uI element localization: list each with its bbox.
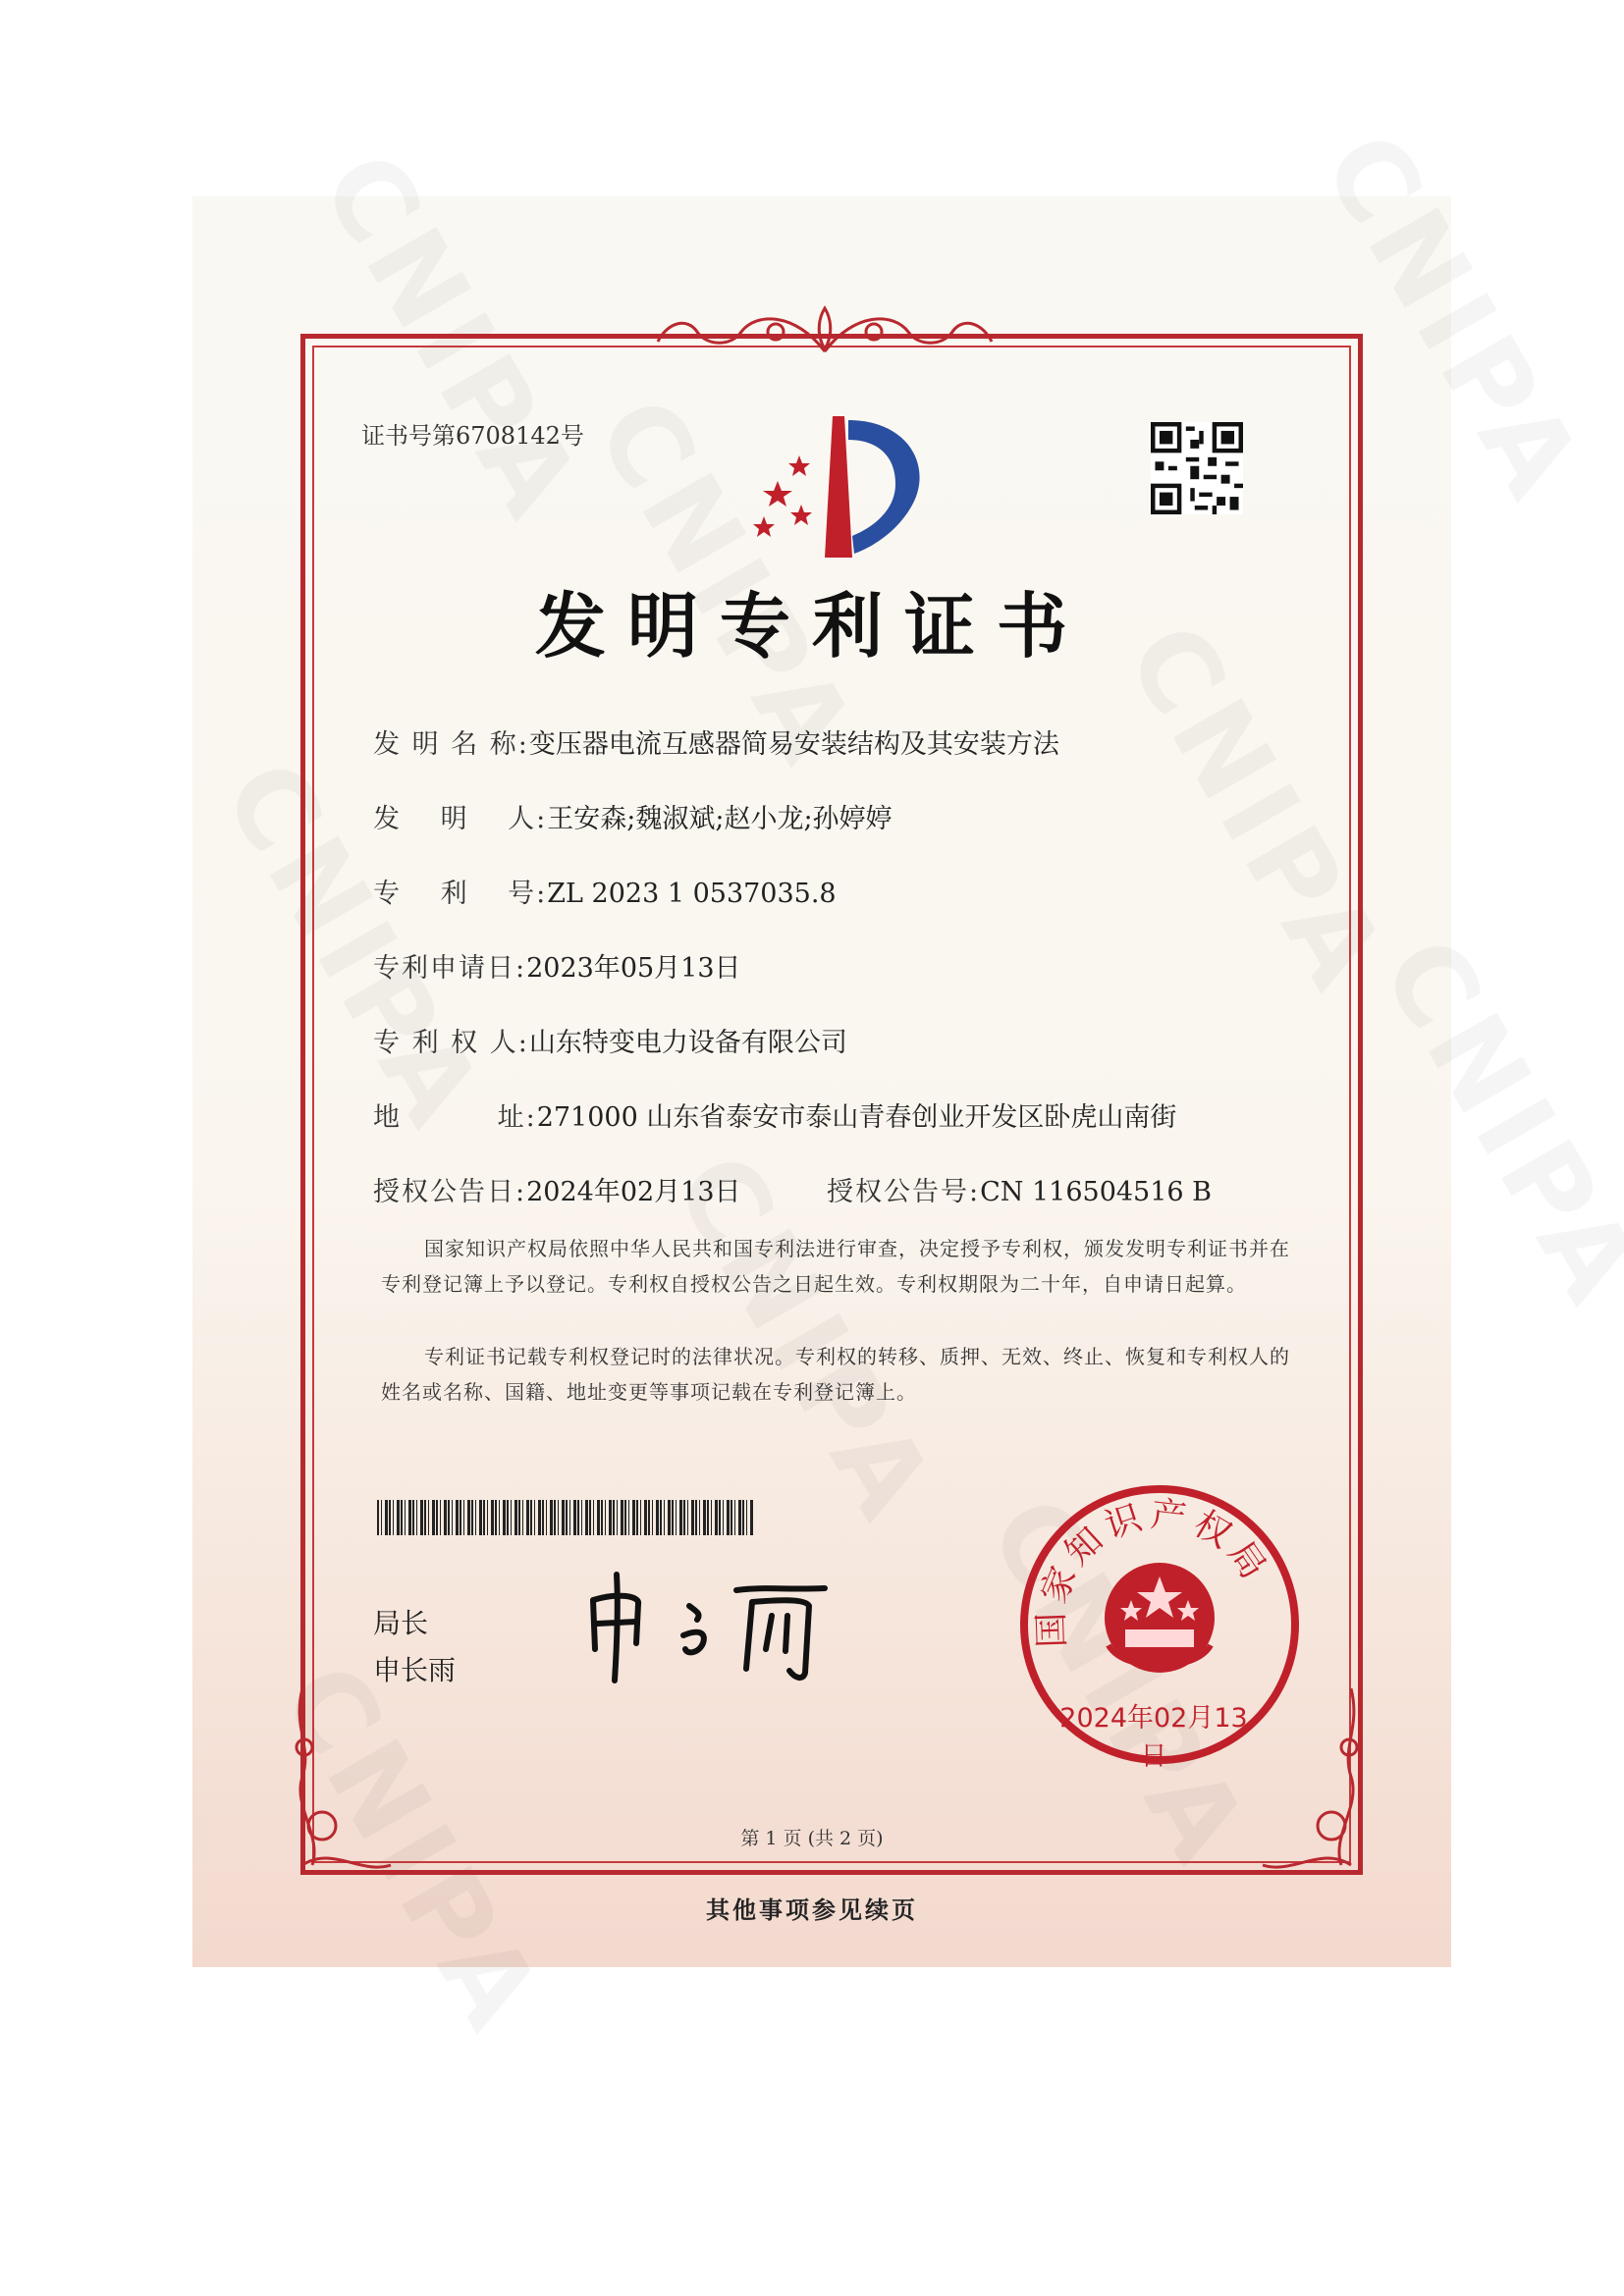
field-patentee [373, 1021, 847, 1059]
director-name: 申长雨 [373, 1654, 457, 1686]
legal-paragraph-2: 专利证书记载专利权登记时的法律状况。专利权的转移、质押、无效、终止、恢复和专利权人的姓名或名称、国籍、地址变更等事项记载在专利登记簿上。 [381, 1345, 1290, 1404]
legal-paragraph-1: 国家知识产权局依照中华人民共和国专利法进行审查，决定授予专利权，颁发发明专利证书并在专利登记簿上予以登记。专利权自授权公告之日起生效。专利权期限为二十年，自申请日起算。 [381, 1237, 1290, 1296]
corner-ornament-left [283, 1688, 401, 1885]
field-label: 发 明 人: [373, 804, 548, 834]
field-application-date [373, 946, 741, 985]
field-label: 授权公告日: [373, 1177, 527, 1207]
field-value: 271000 山东省泰安市泰山青春创业开发区卧虎山南街 [536, 1102, 1177, 1133]
field-value: 2023年05月13日 [526, 953, 741, 984]
director-title: 局长 [373, 1607, 429, 1639]
field-value: ZL 2023 1 0537035.8 [547, 879, 837, 909]
field-label: 地 址: [373, 1102, 537, 1133]
certificate-title: 发明专利证书 [534, 585, 1089, 667]
field-value: 山东特变电力设备有限公司 [528, 1028, 847, 1058]
seal-text: 国家知识产权局 [1031, 1494, 1277, 1649]
field-value: 王安森;魏淑斌;赵小龙;孙婷婷 [547, 804, 893, 834]
field-invention-name [373, 722, 1059, 761]
barcode [377, 1500, 754, 1535]
field-label: 专利申请日: [373, 953, 527, 984]
top-ornament [648, 302, 1001, 363]
field-value: 变压器电流互感器简易安装结构及其安装方法 [528, 729, 1059, 760]
field-label: 发 明 名 称: [373, 729, 529, 760]
field-label: 授权公告号: [827, 1177, 981, 1207]
field-value: CN 116504516 B [980, 1177, 1213, 1207]
field-value: 2024年02月13日 [526, 1177, 741, 1207]
watermark [1358, 918, 1624, 1329]
seal-date: 2024年02月13日 [1059, 1703, 1248, 1772]
field-label: 专 利 权 人: [373, 1028, 529, 1058]
page-number: 第 1 页 (共 2 页) [740, 1828, 884, 1849]
field-grant-date [373, 1170, 741, 1208]
field-inventors [373, 797, 893, 835]
certificate-number: 证书号第6708142号 [361, 422, 584, 450]
director-signature [579, 1561, 844, 1688]
field-grant-number [827, 1170, 1212, 1208]
field-patent-number [373, 872, 837, 910]
qr-code [1151, 422, 1243, 514]
field-address [373, 1095, 1176, 1134]
continuation-note: 其他事项参见续页 [706, 1896, 918, 1924]
cnipa-logo [738, 410, 935, 567]
field-label: 专 利 号: [373, 879, 548, 909]
